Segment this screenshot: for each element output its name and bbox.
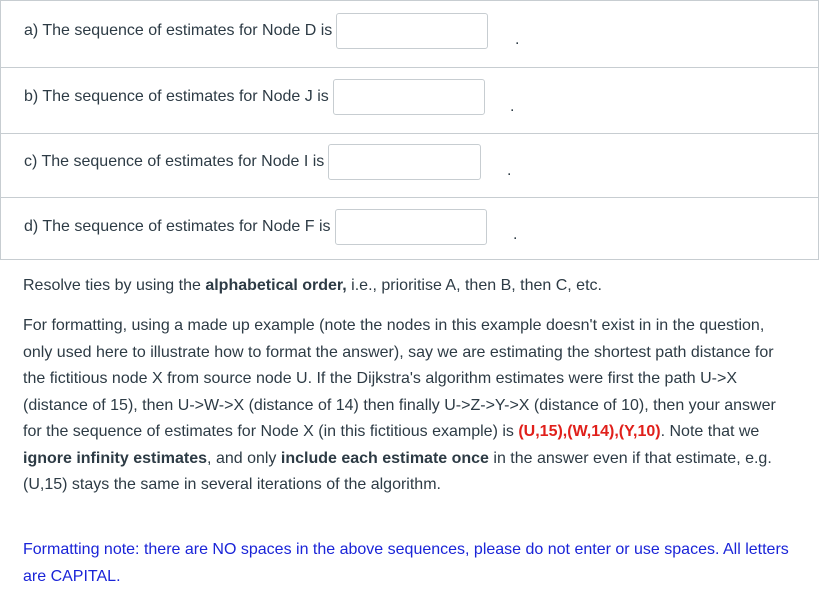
question-b-panel [0,68,819,134]
question-d-period: . [513,226,518,243]
formatting-text-3: , and only [207,449,281,467]
formatting-note: Formatting note: there are NO spaces in the above sequences, please do not enter or use spaces. All letters are CAPITAL. [23,541,789,585]
question-b-period: . [510,98,515,115]
formatting-example-answer: (U,15),(W,14),(Y,10) [518,423,661,440]
question-d-label: d) The sequence of estimates for Node F is [24,218,331,235]
formatting-text-1: For formatting, using a made up example (note the nodes in this example doesn't exist in in the question, only used here to illustrate how to format the answer), say we are estimating the shortest path distance for the fictitious node X from source node U. If the Dijkstra's algorithm estimates were first the path U->X (distance of 15), then U->W->X (distance of 14) then finally U->Z->Y->X (distance of 10), then your answer for the sequence of estimates for Node X (in this fictitious example) is [23,317,776,440]
question-d-panel [0,198,819,260]
answer-input-node-d[interactable] [336,13,488,49]
formatting-text-4: in the answer even if that estimate, e.g. (U,15) stays the same in several iterations of the algorithm. [23,449,772,493]
question-a-panel [0,0,819,68]
formatting-bold-include: include each estimate once [280,449,489,467]
answer-input-node-j[interactable] [333,79,485,115]
question-c-period: . [507,162,512,179]
ties-instruction [23,273,793,300]
formatting-text-2: . Note that we [660,423,760,440]
answer-input-node-i[interactable] [328,144,481,180]
question-a-label: a) The sequence of estimates for Node D is [24,22,333,39]
question-c-label: c) The sequence of estimates for Node I is [24,153,325,170]
formatting-explanation [23,313,793,499]
answer-input-node-f[interactable] [335,209,487,245]
formatting-bold-ignore: ignore infinity estimates [23,449,208,467]
ties-text-pre: Resolve ties by using the [23,277,206,294]
question-a-period: . [515,31,520,48]
question-b-label: b) The sequence of estimates for Node J is [24,88,329,105]
ties-text-post: i.e., prioritise A, then B, then C, etc. [346,277,602,294]
question-c-panel [0,134,819,198]
ties-bold-text: alphabetical order, [205,277,347,294]
